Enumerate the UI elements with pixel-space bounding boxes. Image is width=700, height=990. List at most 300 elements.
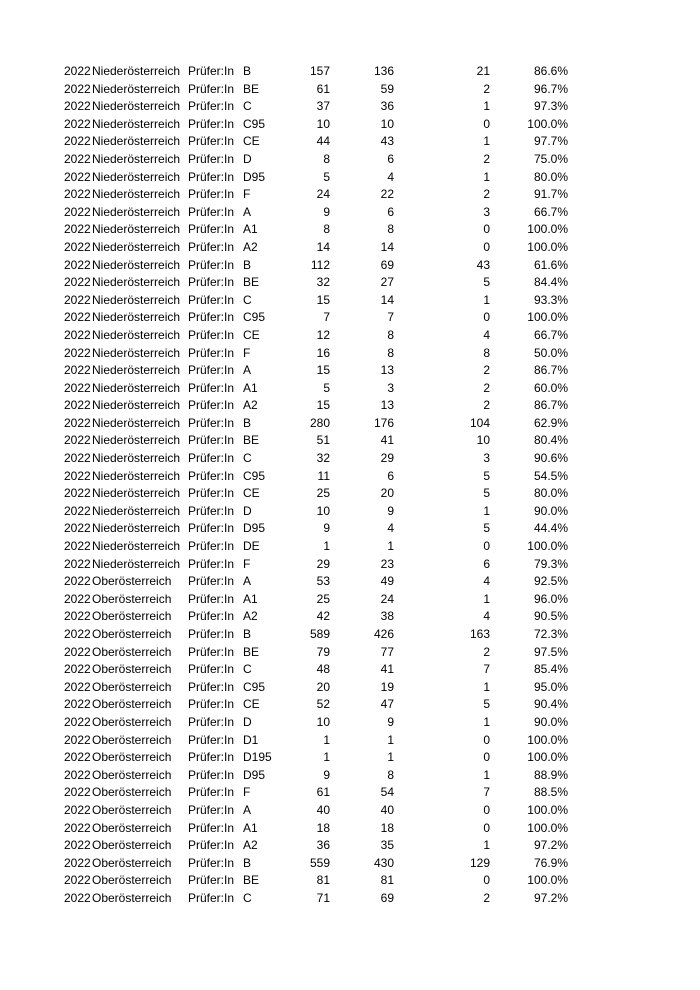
- role-cell: Prüfer:In: [188, 486, 235, 501]
- total-count-cell: 40: [316, 802, 330, 817]
- year-cell: 2022: [64, 732, 91, 747]
- passed-count-cell: 36: [380, 99, 394, 114]
- table-row: [0, 802, 700, 820]
- total-count-cell: 14: [316, 239, 330, 254]
- year-cell: 2022: [64, 81, 91, 96]
- year-cell: 2022: [64, 451, 91, 466]
- region-cell: Oberösterreich: [92, 591, 172, 606]
- role-cell: Prüfer:In: [188, 732, 235, 747]
- license-class-cell: DE: [243, 539, 260, 554]
- pass-rate-cell: 79.3%: [533, 556, 568, 571]
- license-class-cell: BE: [243, 433, 260, 448]
- pass-rate-cell: 100.0%: [527, 539, 568, 554]
- table-row: [0, 116, 700, 134]
- role-cell: Prüfer:In: [188, 204, 235, 219]
- region-cell: Oberösterreich: [92, 662, 172, 677]
- passed-count-cell: 1: [387, 750, 394, 765]
- pass-rate-cell: 100.0%: [527, 750, 568, 765]
- year-cell: 2022: [64, 64, 91, 78]
- passed-count-cell: 9: [387, 714, 394, 729]
- license-class-cell: C95: [243, 310, 266, 325]
- license-class-cell: B: [243, 257, 252, 272]
- license-class-cell: C: [243, 292, 252, 307]
- year-cell: 2022: [64, 662, 91, 677]
- year-cell: 2022: [64, 257, 91, 272]
- pass-rate-cell: 54.5%: [533, 468, 568, 483]
- role-cell: Prüfer:In: [188, 345, 235, 360]
- year-cell: 2022: [64, 239, 91, 254]
- total-count-cell: 112: [310, 257, 330, 272]
- table-row: [0, 767, 700, 785]
- region-cell: Oberösterreich: [92, 785, 172, 800]
- year-cell: 2022: [64, 644, 91, 659]
- table-row: [0, 397, 700, 415]
- license-class-cell: A: [243, 802, 252, 817]
- pass-rate-cell: 90.4%: [533, 697, 568, 712]
- license-class-cell: A1: [243, 820, 258, 835]
- region-cell: Niederösterreich: [92, 380, 181, 395]
- pass-rate-cell: 90.6%: [533, 451, 568, 466]
- year-cell: 2022: [64, 327, 91, 342]
- region-cell: Oberösterreich: [92, 838, 172, 853]
- license-class-cell: C: [243, 662, 252, 677]
- role-cell: Prüfer:In: [188, 363, 235, 378]
- region-cell: Niederösterreich: [92, 398, 181, 413]
- region-cell: Niederösterreich: [92, 327, 181, 342]
- failed-count-cell: 7: [483, 662, 490, 677]
- year-cell: 2022: [64, 433, 91, 448]
- license-class-cell: D1: [243, 732, 259, 747]
- region-cell: Niederösterreich: [92, 151, 181, 166]
- table-row: [0, 468, 700, 486]
- total-count-cell: 71: [316, 890, 330, 905]
- role-cell: Prüfer:In: [188, 398, 235, 413]
- table-row: [0, 573, 700, 591]
- table-row: [0, 837, 700, 855]
- passed-count-cell: 27: [380, 275, 394, 290]
- pass-rate-cell: 50.0%: [533, 345, 568, 360]
- passed-count-cell: 1: [387, 539, 394, 554]
- region-cell: Oberösterreich: [92, 697, 172, 712]
- failed-count-cell: 0: [483, 873, 490, 888]
- total-count-cell: 37: [316, 99, 330, 114]
- role-cell: Prüfer:In: [188, 609, 235, 624]
- total-count-cell: 42: [316, 609, 330, 624]
- pass-rate-cell: 96.7%: [533, 81, 568, 96]
- passed-count-cell: 9: [387, 503, 394, 518]
- license-class-cell: BE: [243, 81, 260, 96]
- total-count-cell: 48: [316, 662, 330, 677]
- year-cell: 2022: [64, 204, 91, 219]
- table-row: [0, 591, 700, 609]
- year-cell: 2022: [64, 345, 91, 360]
- total-count-cell: 32: [316, 275, 330, 290]
- table-row: [0, 784, 700, 802]
- year-cell: 2022: [64, 574, 91, 589]
- passed-count-cell: 8: [387, 345, 394, 360]
- total-count-cell: 24: [316, 187, 330, 202]
- license-class-cell: F: [243, 187, 251, 202]
- year-cell: 2022: [64, 380, 91, 395]
- role-cell: Prüfer:In: [188, 257, 235, 272]
- license-class-cell: D: [243, 714, 252, 729]
- license-class-cell: A2: [243, 239, 258, 254]
- failed-count-cell: 2: [483, 363, 490, 378]
- region-cell: Oberösterreich: [92, 750, 172, 765]
- table-row: [0, 538, 700, 556]
- pass-rate-cell: 80.0%: [533, 169, 568, 184]
- region-cell: Niederösterreich: [92, 468, 181, 483]
- role-cell: Prüfer:In: [188, 81, 235, 96]
- failed-count-cell: 1: [483, 503, 490, 518]
- passed-count-cell: 40: [380, 802, 394, 817]
- failed-count-cell: 0: [483, 732, 490, 747]
- license-class-cell: BE: [243, 275, 260, 290]
- year-cell: 2022: [64, 785, 91, 800]
- total-count-cell: 280: [309, 415, 330, 430]
- table-row: [0, 503, 700, 521]
- total-count-cell: 44: [316, 134, 330, 149]
- pass-rate-cell: 97.3%: [533, 99, 568, 114]
- passed-count-cell: 69: [380, 890, 394, 905]
- role-cell: Prüfer:In: [188, 539, 235, 554]
- year-cell: 2022: [64, 468, 91, 483]
- role-cell: Prüfer:In: [188, 750, 235, 765]
- total-count-cell: 16: [316, 345, 330, 360]
- failed-count-cell: 4: [483, 327, 490, 342]
- pass-rate-cell: 100.0%: [527, 820, 568, 835]
- table-row: [0, 204, 700, 222]
- license-class-cell: C95: [243, 116, 266, 131]
- role-cell: Prüfer:In: [188, 151, 235, 166]
- role-cell: Prüfer:In: [188, 785, 235, 800]
- role-cell: Prüfer:In: [188, 310, 235, 325]
- passed-count-cell: 54: [380, 785, 394, 800]
- passed-count-cell: 1: [387, 732, 394, 747]
- table-row: [0, 820, 700, 838]
- region-cell: Niederösterreich: [92, 556, 181, 571]
- region-cell: Niederösterreich: [92, 275, 181, 290]
- failed-count-cell: 7: [483, 785, 490, 800]
- passed-count-cell: 35: [380, 838, 394, 853]
- failed-count-cell: 4: [483, 574, 490, 589]
- spreadsheet-page: [0, 63, 700, 908]
- year-cell: 2022: [64, 838, 91, 853]
- passed-count-cell: 176: [373, 415, 394, 430]
- pass-rate-cell: 86.7%: [533, 363, 568, 378]
- failed-count-cell: 0: [483, 310, 490, 325]
- year-cell: 2022: [64, 767, 91, 782]
- passed-count-cell: 59: [380, 81, 394, 96]
- passed-count-cell: 47: [380, 697, 394, 712]
- total-count-cell: 25: [316, 486, 330, 501]
- total-count-cell: 36: [316, 838, 330, 853]
- pass-rate-cell: 80.4%: [533, 433, 568, 448]
- passed-count-cell: 77: [380, 644, 394, 659]
- region-cell: Niederösterreich: [92, 310, 181, 325]
- pass-rate-cell: 80.0%: [533, 486, 568, 501]
- table-row: [0, 186, 700, 204]
- failed-count-cell: 3: [483, 451, 490, 466]
- role-cell: Prüfer:In: [188, 855, 235, 870]
- region-cell: Niederösterreich: [92, 539, 181, 554]
- pass-rate-cell: 90.0%: [533, 503, 568, 518]
- license-class-cell: F: [243, 345, 251, 360]
- region-cell: Niederösterreich: [92, 292, 181, 307]
- failed-count-cell: 0: [483, 750, 490, 765]
- passed-count-cell: 23: [380, 556, 394, 571]
- passed-count-cell: 43: [380, 134, 394, 149]
- failed-count-cell: 5: [483, 521, 490, 536]
- region-cell: Niederösterreich: [92, 187, 181, 202]
- passed-count-cell: 20: [380, 486, 394, 501]
- passed-count-cell: 24: [380, 591, 394, 606]
- region-cell: Niederösterreich: [92, 239, 181, 254]
- year-cell: 2022: [64, 609, 91, 624]
- role-cell: Prüfer:In: [188, 820, 235, 835]
- pass-rate-cell: 61.6%: [533, 257, 568, 272]
- failed-count-cell: 2: [483, 151, 490, 166]
- passed-count-cell: 13: [380, 398, 394, 413]
- year-cell: 2022: [64, 222, 91, 237]
- role-cell: Prüfer:In: [188, 679, 235, 694]
- table-row: [0, 520, 700, 538]
- failed-count-cell: 1: [483, 591, 490, 606]
- license-class-cell: A2: [243, 838, 258, 853]
- role-cell: Prüfer:In: [188, 169, 235, 184]
- pass-rate-cell: 72.3%: [533, 627, 568, 641]
- license-class-cell: BE: [243, 644, 260, 659]
- license-class-cell: A: [243, 204, 252, 219]
- passed-count-cell: 13: [380, 363, 394, 378]
- role-cell: Prüfer:In: [188, 187, 235, 202]
- role-cell: Prüfer:In: [188, 134, 235, 149]
- year-cell: 2022: [64, 116, 91, 131]
- pass-rate-cell: 91.7%: [533, 187, 568, 202]
- year-cell: 2022: [64, 486, 91, 501]
- role-cell: Prüfer:In: [188, 64, 235, 78]
- passed-count-cell: 426: [373, 627, 394, 641]
- year-cell: 2022: [64, 627, 91, 641]
- total-count-cell: 1: [323, 750, 330, 765]
- license-class-cell: A1: [243, 222, 258, 237]
- failed-count-cell: 6: [483, 556, 490, 571]
- pass-rate-cell: 66.7%: [533, 327, 568, 342]
- license-class-cell: B: [243, 415, 252, 430]
- table-row: [0, 257, 700, 275]
- table-row: [0, 81, 700, 99]
- total-count-cell: 8: [323, 151, 330, 166]
- region-cell: Niederösterreich: [92, 99, 181, 114]
- year-cell: 2022: [64, 890, 91, 905]
- region-cell: Oberösterreich: [92, 679, 172, 694]
- pass-rate-cell: 97.2%: [533, 838, 568, 853]
- region-cell: Niederösterreich: [92, 257, 181, 272]
- total-count-cell: 5: [323, 380, 330, 395]
- table-row: [0, 309, 700, 327]
- failed-count-cell: 0: [483, 239, 490, 254]
- year-cell: 2022: [64, 714, 91, 729]
- license-class-cell: A: [243, 363, 252, 378]
- role-cell: Prüfer:In: [188, 838, 235, 853]
- region-cell: Niederösterreich: [92, 503, 181, 518]
- region-cell: Oberösterreich: [92, 873, 172, 888]
- license-class-cell: A1: [243, 591, 258, 606]
- total-count-cell: 12: [316, 327, 330, 342]
- role-cell: Prüfer:In: [188, 433, 235, 448]
- total-count-cell: 61: [316, 81, 330, 96]
- year-cell: 2022: [64, 750, 91, 765]
- passed-count-cell: 4: [387, 169, 394, 184]
- failed-count-cell: 4: [483, 609, 490, 624]
- region-cell: Niederösterreich: [92, 415, 181, 430]
- table-row: [0, 327, 700, 345]
- table-row: [0, 485, 700, 503]
- table-row: [0, 362, 700, 380]
- table-row: [0, 679, 700, 697]
- role-cell: Prüfer:In: [188, 239, 235, 254]
- failed-count-cell: 5: [483, 275, 490, 290]
- total-count-cell: 18: [316, 820, 330, 835]
- year-cell: 2022: [64, 187, 91, 202]
- failed-count-cell: 2: [483, 890, 490, 905]
- pass-rate-cell: 96.0%: [533, 591, 568, 606]
- failed-count-cell: 2: [483, 380, 490, 395]
- passed-count-cell: 7: [387, 310, 394, 325]
- table-row: [0, 380, 700, 398]
- region-cell: Oberösterreich: [92, 890, 172, 905]
- region-cell: Niederösterreich: [92, 486, 181, 501]
- license-class-cell: D: [243, 503, 252, 518]
- year-cell: 2022: [64, 873, 91, 888]
- failed-count-cell: 0: [483, 116, 490, 131]
- failed-count-cell: 2: [483, 398, 490, 413]
- failed-count-cell: 1: [483, 767, 490, 782]
- table-row: [0, 239, 700, 257]
- license-class-cell: F: [243, 556, 251, 571]
- year-cell: 2022: [64, 503, 91, 518]
- table-row: [0, 169, 700, 187]
- year-cell: 2022: [64, 398, 91, 413]
- pass-rate-cell: 86.7%: [533, 398, 568, 413]
- total-count-cell: 15: [316, 363, 330, 378]
- passed-count-cell: 19: [380, 679, 394, 694]
- region-cell: Oberösterreich: [92, 714, 172, 729]
- passed-count-cell: 81: [380, 873, 394, 888]
- role-cell: Prüfer:In: [188, 327, 235, 342]
- role-cell: Prüfer:In: [188, 451, 235, 466]
- table-row: [0, 608, 700, 626]
- year-cell: 2022: [64, 275, 91, 290]
- pass-rate-cell: 100.0%: [527, 222, 568, 237]
- license-class-cell: A2: [243, 398, 258, 413]
- pass-rate-cell: 88.5%: [533, 785, 568, 800]
- passed-count-cell: 8: [387, 327, 394, 342]
- table-row: [0, 749, 700, 767]
- region-cell: Oberösterreich: [92, 820, 172, 835]
- table-row: [0, 626, 700, 644]
- role-cell: Prüfer:In: [188, 697, 235, 712]
- pass-rate-cell: 100.0%: [527, 310, 568, 325]
- failed-count-cell: 1: [483, 169, 490, 184]
- license-class-cell: F: [243, 785, 251, 800]
- table-row: [0, 644, 700, 662]
- failed-count-cell: 0: [483, 820, 490, 835]
- total-count-cell: 157: [309, 64, 330, 78]
- year-cell: 2022: [64, 292, 91, 307]
- pass-rate-cell: 100.0%: [527, 732, 568, 747]
- role-cell: Prüfer:In: [188, 99, 235, 114]
- pass-rate-cell: 97.7%: [533, 134, 568, 149]
- failed-count-cell: 2: [483, 187, 490, 202]
- license-class-cell: D: [243, 151, 252, 166]
- license-class-cell: D195: [243, 750, 272, 765]
- total-count-cell: 1: [323, 539, 330, 554]
- failed-count-cell: 43: [476, 257, 490, 272]
- table-row: [0, 556, 700, 574]
- table-row: [0, 890, 700, 908]
- pass-rate-cell: 100.0%: [527, 802, 568, 817]
- role-cell: Prüfer:In: [188, 714, 235, 729]
- license-class-cell: CE: [243, 134, 260, 149]
- role-cell: Prüfer:In: [188, 222, 235, 237]
- license-class-cell: D95: [243, 767, 266, 782]
- table-row: [0, 450, 700, 468]
- table-row: [0, 415, 700, 433]
- passed-count-cell: 8: [387, 767, 394, 782]
- pass-rate-cell: 90.0%: [533, 714, 568, 729]
- total-count-cell: 559: [309, 855, 330, 870]
- table-row: [0, 696, 700, 714]
- failed-count-cell: 2: [483, 81, 490, 96]
- region-cell: Niederösterreich: [92, 451, 181, 466]
- table-row: [0, 274, 700, 292]
- license-class-cell: CE: [243, 486, 260, 501]
- passed-count-cell: 22: [380, 187, 394, 202]
- failed-count-cell: 21: [476, 64, 490, 78]
- license-class-cell: CE: [243, 697, 260, 712]
- total-count-cell: 11: [317, 468, 330, 483]
- failed-count-cell: 129: [469, 855, 490, 870]
- license-class-cell: C95: [243, 679, 266, 694]
- year-cell: 2022: [64, 151, 91, 166]
- pass-rate-cell: 66.7%: [533, 204, 568, 219]
- failed-count-cell: 5: [483, 486, 490, 501]
- passed-count-cell: 41: [380, 662, 394, 677]
- passed-count-cell: 3: [387, 380, 394, 395]
- table-row: [0, 292, 700, 310]
- total-count-cell: 15: [316, 398, 330, 413]
- region-cell: Niederösterreich: [92, 345, 181, 360]
- license-class-cell: A: [243, 574, 252, 589]
- role-cell: Prüfer:In: [188, 627, 235, 641]
- role-cell: Prüfer:In: [188, 873, 235, 888]
- table-row: [0, 98, 700, 116]
- total-count-cell: 589: [309, 627, 330, 641]
- license-class-cell: A1: [243, 380, 258, 395]
- region-cell: Niederösterreich: [92, 134, 181, 149]
- region-cell: Oberösterreich: [92, 609, 172, 624]
- pass-rate-cell: 60.0%: [533, 380, 568, 395]
- license-class-cell: B: [243, 64, 252, 78]
- role-cell: Prüfer:In: [188, 116, 235, 131]
- license-class-cell: C95: [243, 468, 266, 483]
- passed-count-cell: 10: [380, 116, 394, 131]
- region-cell: Niederösterreich: [92, 169, 181, 184]
- year-cell: 2022: [64, 679, 91, 694]
- failed-count-cell: 10: [476, 433, 490, 448]
- total-count-cell: 20: [316, 679, 330, 694]
